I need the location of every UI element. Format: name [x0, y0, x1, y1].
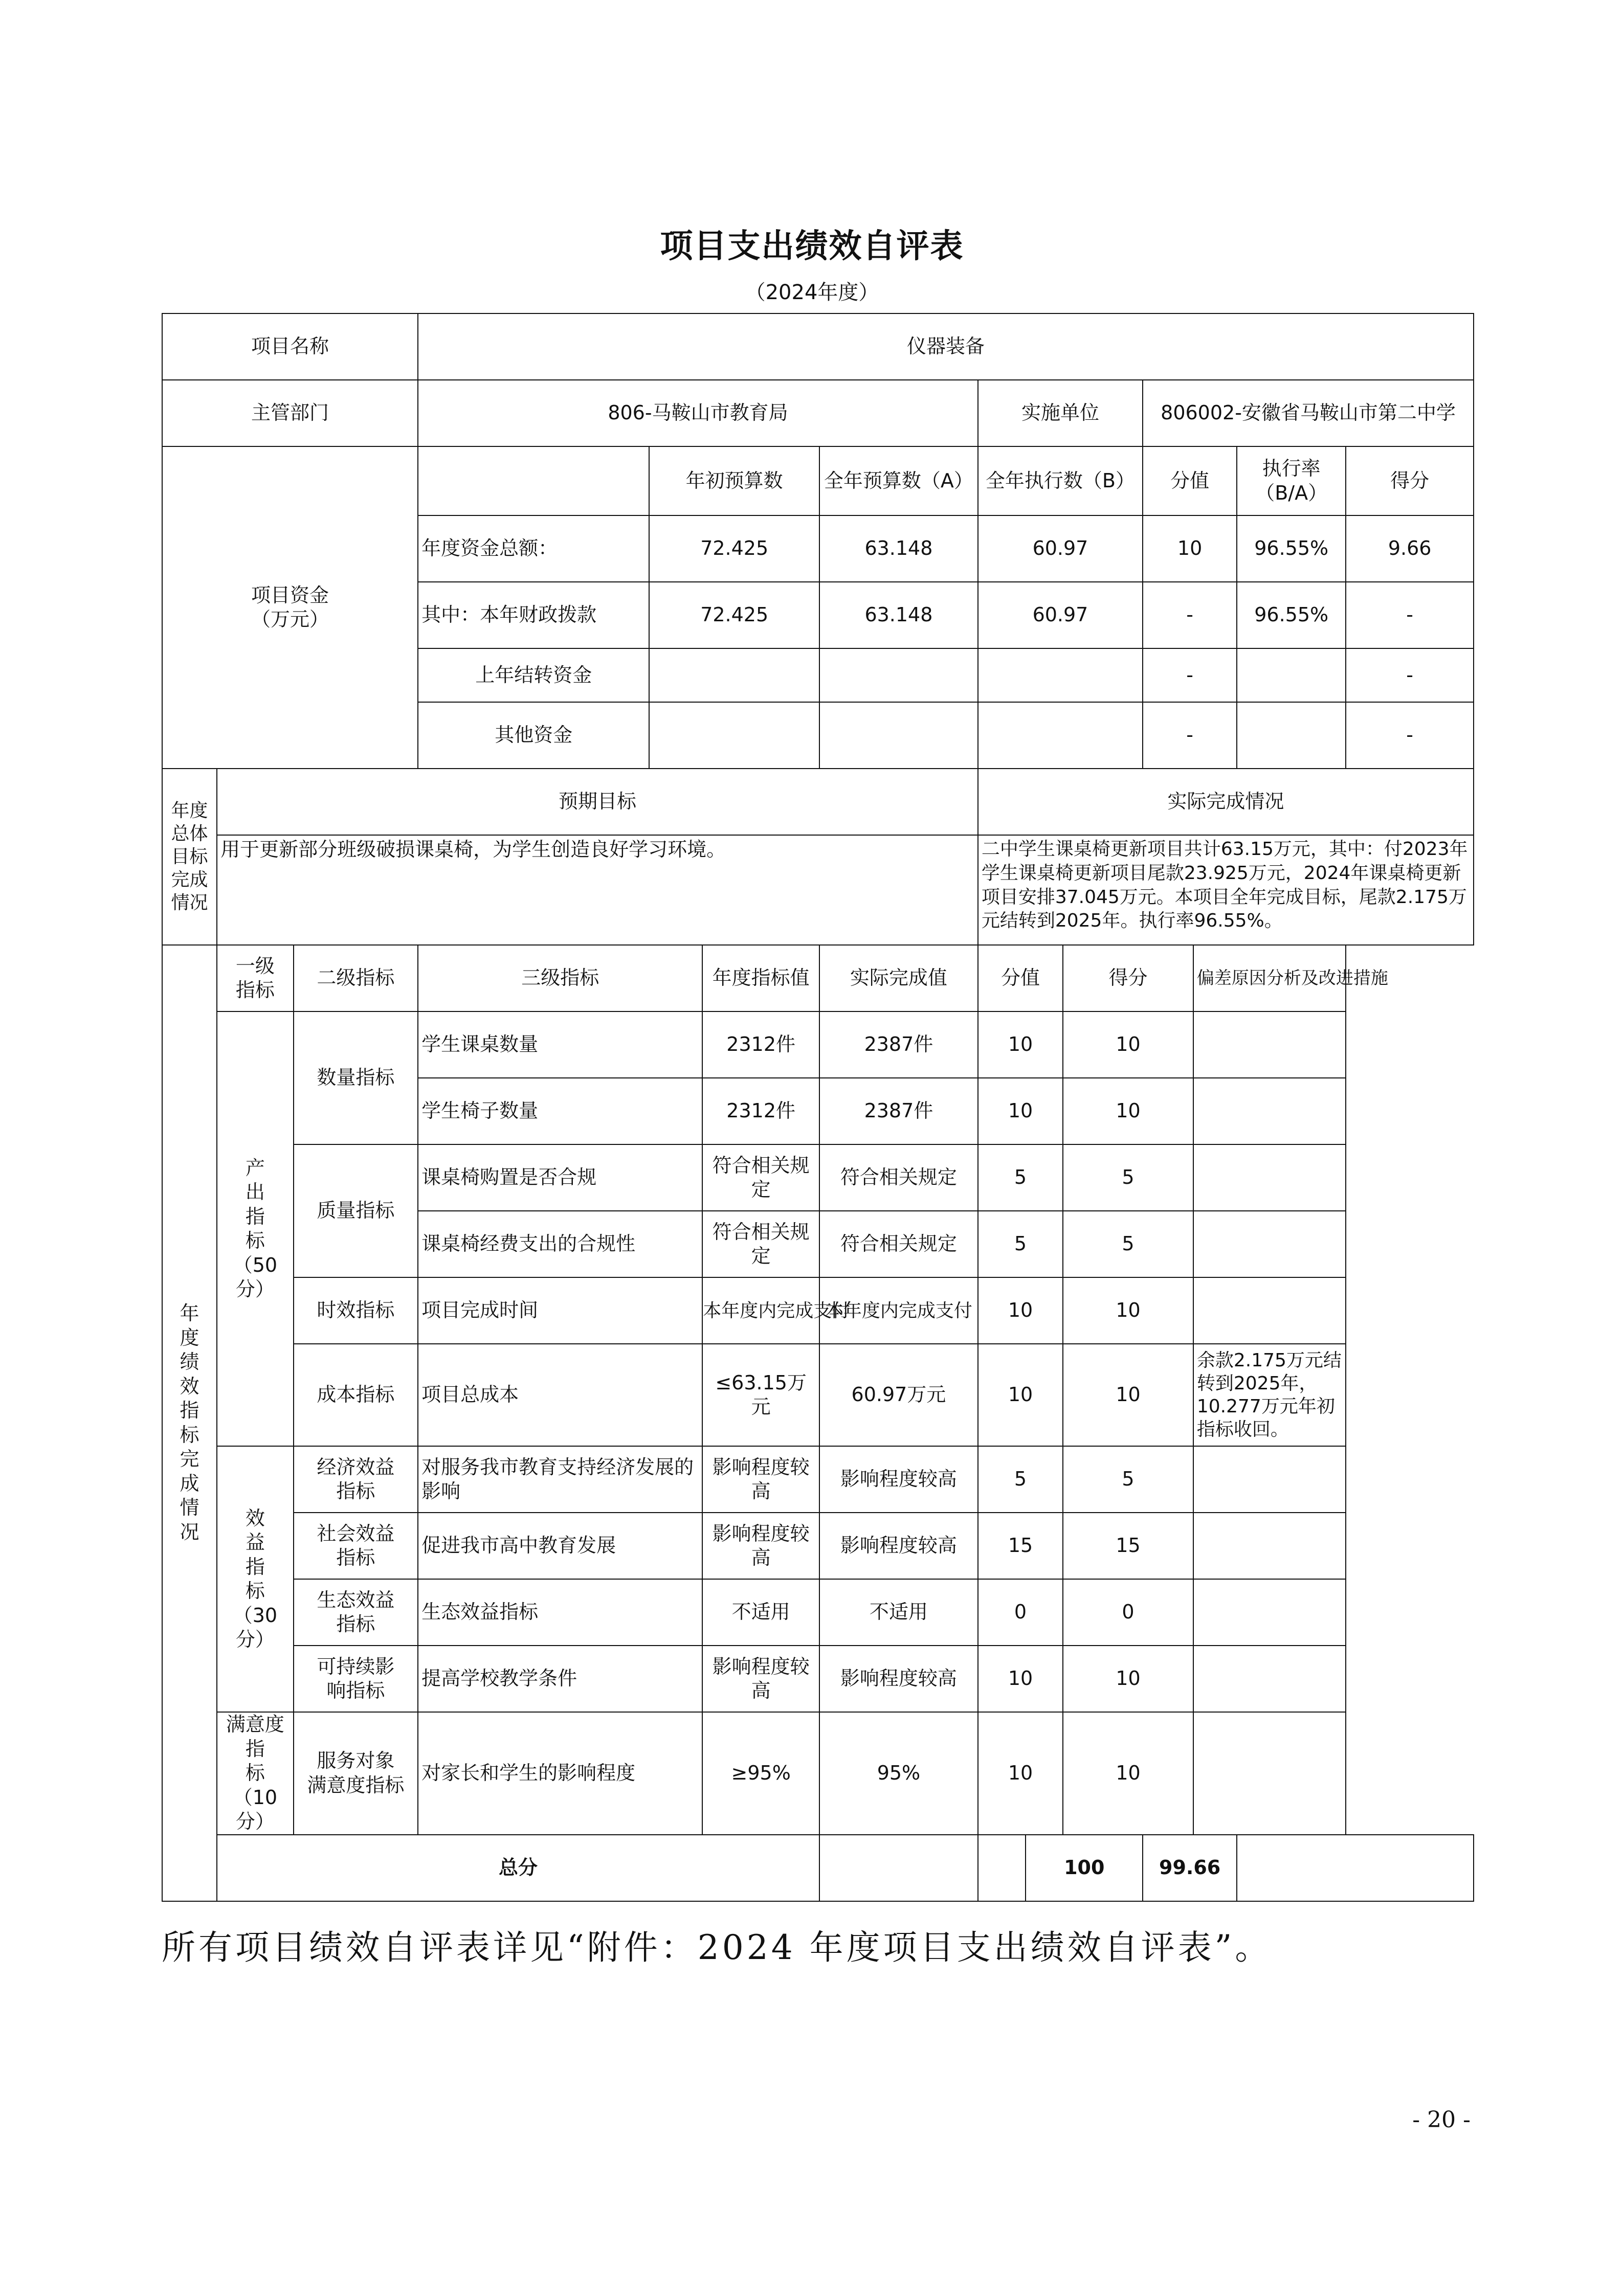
funds-rate — [1237, 648, 1346, 702]
level1-output: 产 出 指 标 （50分） — [217, 1011, 294, 1446]
header-actual: 实际完成值 — [819, 945, 978, 1011]
indicator-actual: 2387件 — [819, 1078, 978, 1144]
indicator-note — [1193, 1646, 1346, 1712]
header-level3: 三级指标 — [418, 945, 702, 1011]
indicator-weight: 10 — [978, 1712, 1063, 1835]
indicator-actual: 不适用 — [819, 1579, 978, 1646]
actual-result-text: 二中学生课桌椅更新项目共计63.15万元，其中：付2023年学生课桌椅更新项目尾款23.925万元，2024年课桌椅更新项目安排37.045万元。本项目全年完成目标，尾款2.175万元结转到2025年。执行率96.55%。 — [978, 835, 1474, 945]
funds-score-value: 10 — [1143, 515, 1237, 582]
funds-header-annual: 全年预算数（A） — [819, 446, 978, 515]
indicator-row — [162, 1344, 1474, 1446]
funds-header-row — [162, 446, 1474, 515]
level1-benefit: 效 益 指 标 （30分） — [217, 1446, 294, 1712]
level2-social: 社会效益 指标 — [294, 1513, 418, 1579]
indicator-note — [1193, 1446, 1346, 1513]
header-weight: 分值 — [978, 945, 1063, 1011]
indicator-target: 2312件 — [702, 1011, 819, 1078]
funds-row-label: 其中：本年财政拨款 — [418, 582, 649, 648]
indicator-score: 5 — [1063, 1144, 1193, 1211]
funds-rate: 96.55% — [1237, 582, 1346, 648]
level2-quantity: 数量指标 — [294, 1011, 418, 1144]
indicator-row — [162, 1277, 1474, 1344]
indicator-actual: 2387件 — [819, 1011, 978, 1078]
funds-rate — [1237, 702, 1346, 769]
indicator-row — [162, 1646, 1474, 1712]
impl-label: 实施单位 — [978, 380, 1143, 446]
page-number: - 20 - — [1412, 2107, 1471, 2133]
level2-cost: 成本指标 — [294, 1344, 418, 1446]
level1-satisfaction: 满意度指 标 （10分） — [217, 1712, 294, 1835]
indicator-actual: 95% — [819, 1712, 978, 1835]
total-score: 99.66 — [1143, 1835, 1237, 1901]
funds-executed — [978, 702, 1143, 769]
indicator-row — [162, 1712, 1474, 1835]
level2-sustainable: 可持续影 响指标 — [294, 1646, 418, 1712]
indicator-weight: 10 — [978, 1646, 1063, 1712]
funds-header-score-value: 分值 — [1143, 446, 1237, 515]
actual-result-header: 实际完成情况 — [978, 769, 1474, 835]
total-row — [162, 1835, 1474, 1901]
funds-header-rate: 执行率 （B/A） — [1237, 446, 1346, 515]
indicator-note — [1193, 1712, 1346, 1835]
indicator-score: 10 — [1063, 1011, 1193, 1078]
indicator-row — [162, 1011, 1474, 1078]
indicators-header-row — [162, 945, 1474, 1011]
indicator-note: 余款2.175万元结转到2025年，10.277万元年初指标收回。 — [1193, 1344, 1346, 1446]
funds-row-label: 其他资金 — [418, 702, 649, 769]
funds-score-value: - — [1143, 702, 1237, 769]
level2-ecological: 生态效益 指标 — [294, 1579, 418, 1646]
funds-score: - — [1346, 648, 1474, 702]
funds-score: - — [1346, 702, 1474, 769]
funds-executed: 60.97 — [978, 582, 1143, 648]
header-target: 年度指标值 — [702, 945, 819, 1011]
indicator-score: 10 — [1063, 1078, 1193, 1144]
funds-row-label: 年度资金总额： — [418, 515, 649, 582]
total-target-blank — [819, 1835, 978, 1901]
indicator-name: 提高学校教学条件 — [418, 1646, 702, 1712]
indicator-actual: 影响程度较高 — [819, 1646, 978, 1712]
expected-goal-text: 用于更新部分班级破损课桌椅，为学生创造良好学习环境。 — [217, 835, 978, 945]
indicator-target: 符合相关规定 — [702, 1144, 819, 1211]
indicator-row — [162, 1513, 1474, 1579]
indicator-actual: 符合相关规定 — [819, 1144, 978, 1211]
indicator-score: 10 — [1063, 1344, 1193, 1446]
indicator-name: 课桌椅购置是否合规 — [418, 1144, 702, 1211]
indicator-weight: 10 — [978, 1078, 1063, 1144]
indicator-note — [1193, 1277, 1346, 1344]
indicator-actual: 影响程度较高 — [819, 1513, 978, 1579]
indicator-target: 影响程度较高 — [702, 1446, 819, 1513]
indicator-name: 项目总成本 — [418, 1344, 702, 1446]
document-title: 项目支出绩效自评表 — [660, 227, 964, 265]
document-subtitle: （2024年度） — [745, 281, 879, 304]
row-department — [162, 380, 1474, 446]
indicator-target: 不适用 — [702, 1579, 819, 1646]
funds-annual — [819, 702, 978, 769]
indicator-target: 2312件 — [702, 1078, 819, 1144]
indicator-note — [1193, 1211, 1346, 1277]
indicator-row — [162, 1144, 1474, 1211]
header-level2: 二级指标 — [294, 945, 418, 1011]
project-name-label: 项目名称 — [162, 313, 418, 380]
total-label: 总分 — [217, 1835, 819, 1901]
indicators-section-label: 年 度 绩 效 指 标 完 成 情 况 — [162, 945, 217, 1901]
indicator-weight: 0 — [978, 1579, 1063, 1646]
indicator-weight: 5 — [978, 1144, 1063, 1211]
goals-content-row — [162, 835, 1474, 945]
indicator-name: 促进我市高中教育发展 — [418, 1513, 702, 1579]
funds-score-value: - — [1143, 648, 1237, 702]
indicator-weight: 10 — [978, 1277, 1063, 1344]
attachment-note: 所有项目绩效自评表详见“附件：2024 年度项目支出绩效自评表”。 — [162, 1928, 1272, 1967]
indicator-target: 本年度内完成支付 — [702, 1277, 819, 1344]
header-level1: 一级 指标 — [217, 945, 294, 1011]
funds-section-label: 项目资金 （万元） — [162, 446, 418, 769]
indicator-target: ≥95% — [702, 1712, 819, 1835]
indicator-note — [1193, 1011, 1346, 1078]
dept-label: 主管部门 — [162, 380, 418, 446]
funds-row-label: 上年结转资金 — [418, 648, 649, 702]
funds-header-blank — [418, 446, 649, 515]
indicator-score: 5 — [1063, 1211, 1193, 1277]
indicator-weight: 5 — [978, 1211, 1063, 1277]
indicator-weight: 10 — [978, 1011, 1063, 1078]
funds-annual: 63.148 — [819, 515, 978, 582]
indicator-row — [162, 1579, 1474, 1646]
funds-executed: 60.97 — [978, 515, 1143, 582]
funds-initial: 72.425 — [649, 515, 819, 582]
indicator-name: 对家长和学生的影响程度 — [418, 1712, 702, 1835]
indicator-target: 符合相关规定 — [702, 1211, 819, 1277]
level2-economic: 经济效益 指标 — [294, 1446, 418, 1513]
goals-section-label: 年度 总体 目标 完成 情况 — [162, 769, 217, 945]
funds-score: 9.66 — [1346, 515, 1474, 582]
level2-timeliness: 时效指标 — [294, 1277, 418, 1344]
indicator-name: 项目完成时间 — [418, 1277, 702, 1344]
indicator-name: 学生椅子数量 — [418, 1078, 702, 1144]
funds-score: - — [1346, 582, 1474, 648]
indicator-score: 10 — [1063, 1712, 1193, 1835]
indicator-note — [1193, 1078, 1346, 1144]
indicator-weight: 15 — [978, 1513, 1063, 1579]
funds-initial — [649, 702, 819, 769]
funds-annual — [819, 648, 978, 702]
level2-satisfaction: 服务对象 满意度指标 — [294, 1712, 418, 1835]
indicator-actual: 影响程度较高 — [819, 1446, 978, 1513]
indicator-score: 10 — [1063, 1646, 1193, 1712]
row-project-name — [162, 313, 1474, 380]
funds-rate: 96.55% — [1237, 515, 1346, 582]
funds-annual: 63.148 — [819, 582, 978, 648]
indicator-row — [162, 1446, 1474, 1513]
indicator-name: 课桌椅经费支出的合规性 — [418, 1211, 702, 1277]
total-actual-blank — [978, 1835, 1026, 1901]
performance-evaluation-table — [162, 313, 1474, 1902]
indicator-name: 学生课桌数量 — [418, 1011, 702, 1078]
indicator-actual: 符合相关规定 — [819, 1211, 978, 1277]
impl-value: 806002-安徽省马鞍山市第二中学 — [1143, 380, 1474, 446]
indicator-actual: 60.97万元 — [819, 1344, 978, 1446]
total-note-blank — [1237, 1835, 1474, 1901]
expected-goal-header: 预期目标 — [217, 769, 978, 835]
indicator-score: 15 — [1063, 1513, 1193, 1579]
goals-header-row — [162, 769, 1474, 835]
indicator-target: ≤63.15万元 — [702, 1344, 819, 1446]
total-weight: 100 — [1026, 1835, 1143, 1901]
funds-header-score: 得分 — [1346, 446, 1474, 515]
indicator-actual: 本年度内完成支付 — [819, 1277, 978, 1344]
indicator-note — [1193, 1144, 1346, 1211]
indicator-score: 0 — [1063, 1579, 1193, 1646]
funds-header-executed: 全年执行数（B） — [978, 446, 1143, 515]
indicator-score: 5 — [1063, 1446, 1193, 1513]
funds-header-initial: 年初预算数 — [649, 446, 819, 515]
funds-initial: 72.425 — [649, 582, 819, 648]
header-deviation: 偏差原因分析及改进措施 — [1193, 945, 1346, 1011]
indicator-weight: 10 — [978, 1344, 1063, 1446]
indicator-weight: 5 — [978, 1446, 1063, 1513]
indicator-note — [1193, 1579, 1346, 1646]
funds-score-value: - — [1143, 582, 1237, 648]
funds-initial — [649, 648, 819, 702]
indicator-note — [1193, 1513, 1346, 1579]
dept-value: 806-马鞍山市教育局 — [418, 380, 978, 446]
project-name-value: 仪器装备 — [418, 313, 1474, 380]
level2-quality: 质量指标 — [294, 1144, 418, 1277]
indicator-target: 影响程度较高 — [702, 1513, 819, 1579]
indicator-name: 生态效益指标 — [418, 1579, 702, 1646]
header-score: 得分 — [1063, 945, 1193, 1011]
indicator-name: 对服务我市教育支持经济发展的影响 — [418, 1446, 702, 1513]
funds-executed — [978, 648, 1143, 702]
indicator-score: 10 — [1063, 1277, 1193, 1344]
indicator-target: 影响程度较高 — [702, 1646, 819, 1712]
